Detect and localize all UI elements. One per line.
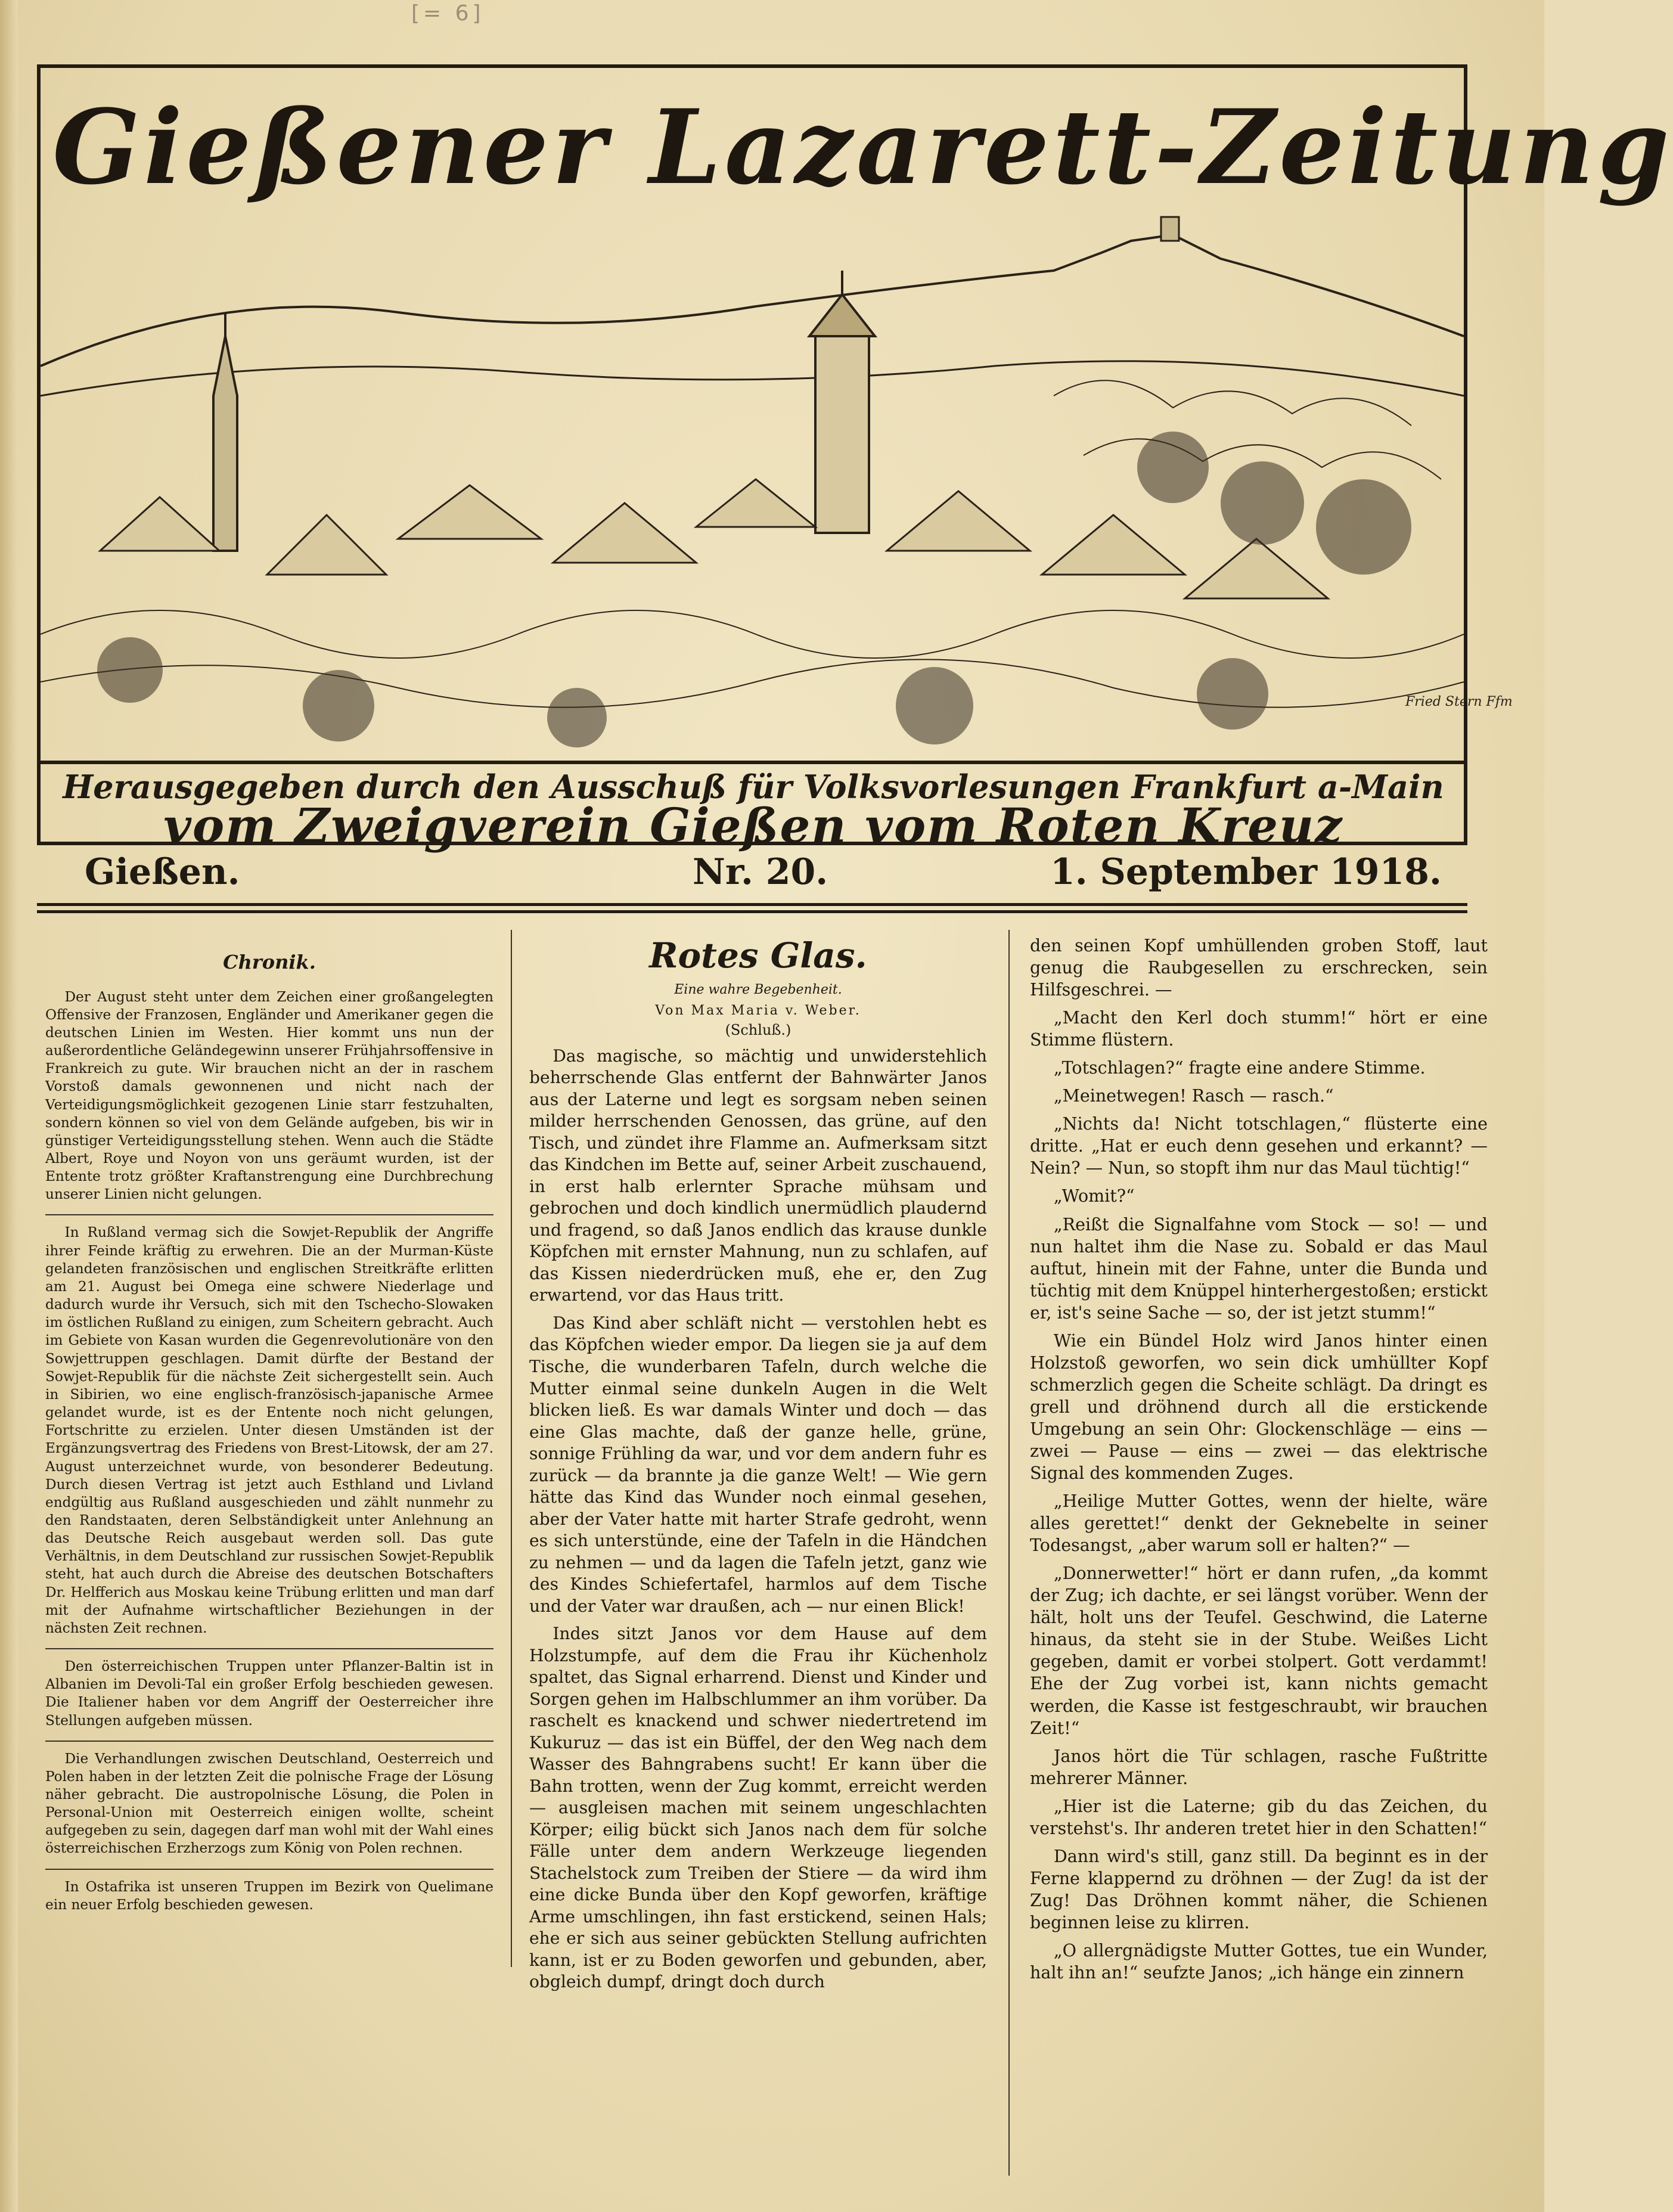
chronik-heading: Chronik. <box>223 951 316 973</box>
chronik-separator <box>45 1648 493 1649</box>
dateline-city: Gießen. <box>85 851 240 893</box>
column-divider-2 <box>1008 930 1010 2176</box>
story-paragraph: „Meinetwegen! Rasch — rasch.“ <box>1053 1086 1334 1106</box>
chronik-separator <box>45 1741 493 1742</box>
story-part-label: (Schluß.) <box>725 1021 792 1038</box>
story-paragraph: Das Kind aber schläft nicht — verstohlen hebt es das Köpfchen wieder empor. Da liegen sie ja auf dem Tische, die wunderbaren Tafeln, durch welche die Mutter einmal seine dunkeln Augen in die Welt blicken ließ. Es war damals Winter und doch — das eine Glas machte, daß der ganze helle, grüne, sonnige Frühling da war, und vor dem andern fuhr es zurück — da brannte ja die ganze Welt! — Wie gern hätte das Kind das Wunder noch einmal gesehen, aber der Vater hatte mit harter Strafe gedroht, wenn es sich unterstünde, eine der Tafeln in die Händchen zu nehmen — und da lagen die Tafeln jetzt, ganz wie des Kindes Schiefertafel, harmlos auf dem Tische und der Vater war draußen, ach — nur einen Blick! <box>529 1313 987 1616</box>
story-paragraph: Wie ein Bündel Holz wird Janos hinter einen Holzstoß geworfen, wo sein dick umhüllter Kopf schmerzlich gegen die Scheite schlägt. Da dringt es grell und dröhnend durch all die erstickende Umgebung an sein Ohr: Glockenschläge — eins — zwei — Pause — eins — zwei — das elektrische Signal des kommenden Zuges. <box>1030 1330 1488 1484</box>
story-paragraph: „Hier ist die Laterne; gib du das Zeichen, du verstehst's. Ihr anderen tretet hier in den Schatten!“ <box>1030 1796 1488 1838</box>
chronik-paragraph: Der August steht unter dem Zeichen einer großangelegten Offensive der Franzosen, Engländer und Amerikaner gegen die deutschen Linien im Westen. Hier kommt uns nun der außerordentliche Geländegewinn unserer Frühjahrsoffensive in Frankreich zu gute. Wir brauchen nicht an der in raschem Vorstoß damals gewonnenen und nicht nach der Verteidigungsmöglichkeit gezogenen Linie starr festzuhalten, sondern können so viel von dem Gelände aufgeben, bis wir in günstiger Verteidigungsstellung stehen. Wenn auch die Städte Albert, Roye und Noyon von uns geräumt wurden, ist der Entente trotz größter Kraftanstrengung eine Durchbrechung unserer Linien nicht gelungen. <box>45 988 493 1203</box>
illustrator-signature: Fried Stern Ffm <box>1405 694 1513 709</box>
story-column-2 <box>1020 935 1497 2079</box>
column-divider-1 <box>511 930 512 1967</box>
publisher-line: Herausgegeben durch den Ausschuß für Volksvorlesungen Frankfurt a-Main <box>63 768 1444 806</box>
chronik-paragraph: Den österreichischen Truppen unter Pflanzer-Baltin ist in Albanien im Devoli-Tal ein großer Erfolg beschieden gewesen. Die Italiener haben vor dem Angriff der Oesterreicher ihre Stellungen aufgeben müssen. <box>45 1658 493 1729</box>
town-illustration <box>41 217 1513 759</box>
story-title: Rotes Glas. <box>649 935 867 976</box>
chronik-paragraph: Die Verhandlungen zwischen Deutschland, Oesterreich und Polen haben in der letzten Zeit die polnische Frage der Lösung näher gebracht. Die austropolnische Lösung, die Polen in Personal-Union mit Oesterreich einigen wollte, scheint aufgegeben zu sein, dagegen darf man wohl mit der Wahl eines österreichischen Erzherzogs zum König von Polen rechnen. <box>45 1750 493 1857</box>
story-paragraph: Indes sitzt Janos vor dem Hause auf dem Holzstumpfe, auf dem die Frau ihr Küchenholz spaltet, das Signal erharrend. Dienst und Kinder und Sorgen gehen im Halbschlummer an ihm vorüber. Da raschelt es knackend und schwer niedertretend im Kukuruz — das ist ein Büffel, der den Weg nach dem Wasser des Bahngrabens sucht! Er kann über die Bahn trotten, wenn der Zug kommt, erreicht werden — ausgleisen machen mit seinem ungeschlachten Körper; eilig bückt sich Janos nach dem für solche Fälle unter dem andern Werkzeuge liegenden Stachelstock zum Treiben der Stiere — da wird ihm eine dicke Bunda über den Kopf geworfen, kräftige Arme umschlingen, ihn fast erstickend, seinen Hals; ehe er sich aus seiner gebückten Stellung aufrichten kann, ist er zu Boden geworfen und gebunden, aber, obgleich dumpf, dringt doch durch <box>529 1624 987 1992</box>
story-paragraph: Janos hört die Tür schlagen, rasche Fußtritte mehrerer Männer. <box>1030 1746 1488 1788</box>
chronik-column <box>37 930 502 1967</box>
story-paragraph: „O allergnädigste Mutter Gottes, tue ein Wunder, halt ihn an!“ seufzte Janos; „ich hänge ein zinnern <box>1030 1940 1488 1983</box>
dateline <box>37 845 1467 899</box>
issue-date: 1. September 1918. <box>1050 851 1442 893</box>
archive-scan-mark: [= 6] <box>411 1 485 26</box>
chronik-separator <box>45 1214 493 1215</box>
story-subtitle: Eine wahre Begebenheit. <box>674 982 842 998</box>
story-paragraph: „Macht den Kerl doch stumm!“ hört er eine Stimme flüstern. <box>1030 1008 1488 1050</box>
story-paragraph: Dann wird's still, ganz still. Da beginnt es in der Ferne klappernd zu dröhnen — der Zug! da ist der Zug! Das Dröhnen kommt näher, die Schienen beginnen leise zu klirren. <box>1030 1846 1488 1932</box>
story-byline: Von Max Maria v. Weber. <box>655 1003 861 1018</box>
chronik-separator <box>45 1869 493 1870</box>
story-paragraph: „Nichts da! Nicht totschlagen,“ flüsterte eine dritte. „Hat er euch denn gesehen und erkannt? — Nein? — Nun, so stopft ihm nur das Maul tüchtig!“ <box>1030 1114 1488 1178</box>
masthead <box>37 64 1673 854</box>
organization-line: vom Zweigverein Gießen vom Roten Kreuz <box>163 798 1343 854</box>
story-paragraph: „Donnerwetter!“ hört er dann rufen, „da kommt der Zug; ich dachte, er sei längst vorüber. Wenn der hält, holt uns der Teufel. Geschwind, die Laterne hinaus, da steht sie in der Stube. Weißes Licht gegeben, damit er vorbei stolpert. Gott verdammt! Ehe der Zug vorbei ist, kann nichts gemacht werden, die Kasse ist festgeschraubt, wir brauchen Zeit!“ <box>1030 1563 1488 1738</box>
story-paragraph: „Totschlagen?“ fragte eine andere Stimme. <box>1053 1058 1426 1078</box>
chronik-paragraph: In Rußland vermag sich die Sowjet-Republik der Angriffe ihrer Feinde kräftig zu erwehren. Die an der Murman-Küste gelandeten französischen und englischen Streitkräfte erlitten am 21. August bei Omega eine schwere Niederlage und dadurch wurde ihr Versuch, sich mit den Tschecho-Slowaken im östlichen Rußland zu einigen, zum Scheitern gebracht. Auch im Gebiete von Kasan wurden die Gegenrevolutionäre von den Sowjettruppen geschlagen. Damit dürfte der Bestand der Sowjet-Republik für die nächste Zeit sichergestellt sein. Auch in Sibirien, wo eine englisch-französisch-japanische Armee gelandet wurde, ist es der Entente noch nicht gelungen, Fortschritte zu erzielen. Unter diesen Umständen ist der Ergänzungsvertrag des Friedens von Brest-Litowsk, der am 27. August unterzeichnet wurde, von besonderer Bedeutung. Durch diesen Vertrag ist jetzt auch Esthland und Livland endgültig aus Rußland ausgeschieden und zählt nunmehr zu den Randstaaten, deren Selbständigkeit unter Anlehnung an das Deutsche Reich ausgebaut werden soll. Das gute Verhältnis, in dem Deutschland zur russischen Sowjet-Republik steht, hat auch durch die Abreise des deutschen Botschafters Dr. Helfferich aus Moskau keine Trübung erlitten und man darf mit der Aufnahme wirtschaftlicher Beziehungen in der nächsten Zeit rechnen. <box>45 1224 493 1636</box>
story-paragraph: „Heilige Mutter Gottes, wenn der hielte, wäre alles gerettet!“ denkt der Geknebelte in seiner Todesangst, „aber warum soll er halten?“ — <box>1030 1491 1488 1556</box>
chronik-paragraph: In Ostafrika ist unseren Truppen im Bezirk von Quelimane ein neuer Erfolg beschieden gewesen. <box>45 1878 493 1913</box>
story-paragraph: „Reißt die Signalfahne vom Stock — so! — und nun haltet ihm die Nase zu. Sobald er das Maul auftut, hinein mit der Fahne, unter die Bunda und tüchtig mit dem Knüppel hinterhergestoßen; erstickt er, ist's seine Sache — so, der ist jetzt stumm!“ <box>1030 1214 1488 1323</box>
story-column-1 <box>520 930 997 2170</box>
giessen-landscape-drawing <box>41 217 1513 759</box>
page-edge-shadow <box>0 0 18 2212</box>
dateline-rule-bottom <box>37 910 1467 913</box>
masthead-divider <box>41 761 1464 764</box>
story-paragraph: den seinen Kopf umhüllenden groben Stoff, laut genug die Raubgesellen zu erschrecken, sein Hilfsgeschrei. — <box>1030 936 1488 1000</box>
dateline-rule-top <box>37 903 1467 906</box>
story-paragraph: „Womit?“ <box>1053 1186 1135 1206</box>
story-paragraph: Das magische, so mächtig und unwiderstehlich beherrschende Glas entfernt der Bahnwärter Janos aus der Laterne und legt es sorgsam neben seinen milder herrschenden Genossen, das grüne, auf den Tisch, und zündet ihre Flamme an. Aufmerksam sitzt das Kindchen im Bette auf, seiner Arbeit zuschauend, in erst halb erlernter Sprache mühsam und gebrochen und doch kindlich unermüdlich plaudernd und fragend, so daß Janos endlich das krause dunkle Köpfchen mit ernster Mahnung, nun zu schlafen, auf das Kissen niederdrücken muß, ehe er, den Zug erwartend, vor das Haus tritt. <box>529 1045 987 1305</box>
newspaper-title: Gießener Lazarett-Zeitung <box>52 86 1673 207</box>
issue-number: Nr. 20. <box>693 851 828 893</box>
